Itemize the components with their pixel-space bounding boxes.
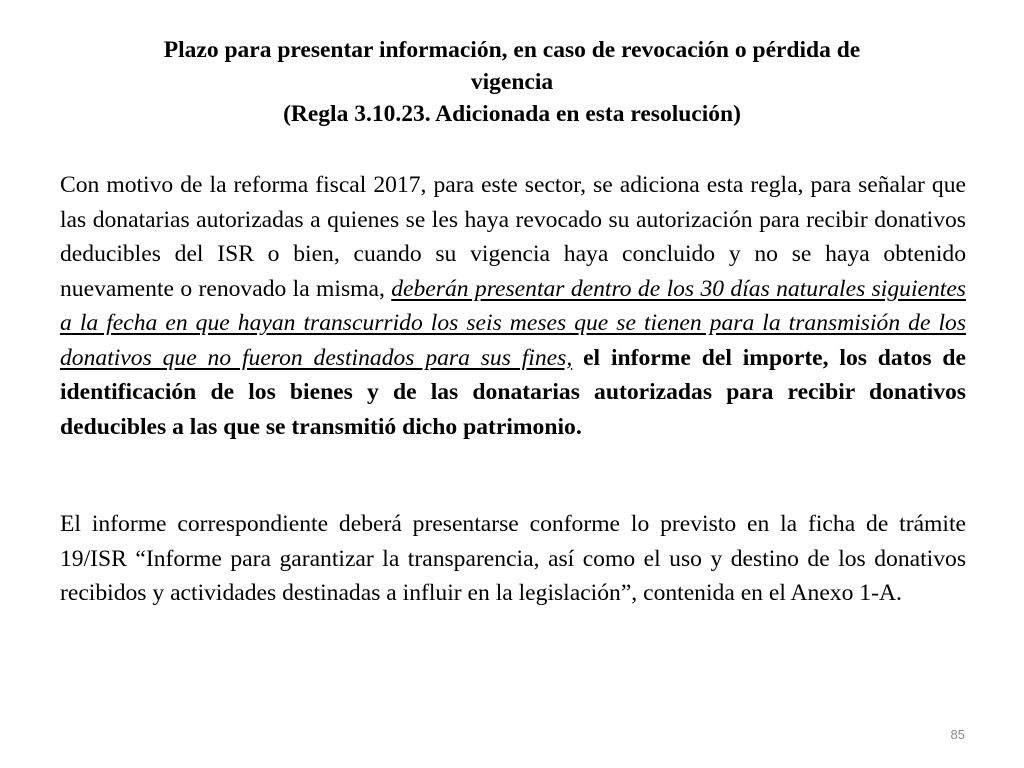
paragraph-report-procedure: [60, 507, 966, 611]
bold-report-requirement-text: el informe del importe, los datos de identificación de los bienes y de las donatarias autorizadas para recibir donativos deducibles a las que se transmitió dicho patrimonio.: [60, 344, 966, 440]
slide-title: [60, 34, 964, 130]
underlined-deadline-text: deberán presentar dentro de los 30 días naturales siguientes a la fecha en que hayan transcurrido los seis meses que se tienen para la transmisión de los donativos que no fueron destinados para sus fines,: [60, 275, 966, 371]
title-line-2: vigencia: [470, 69, 554, 95]
page-number: 85: [950, 727, 965, 742]
paragraph-intro-text: Con motivo de la reforma fiscal 2017, para este sector, se adiciona esta regla, para señalar que las donatarias autorizadas a quienes se les haya revocado su autorización para recibir donativos deducibles del ISR o bien, cuando su vigencia haya concluido y no se haya obtenido nuevamente o renovado la misma,: [60, 172, 966, 302]
paragraph-reform-explanation: [60, 168, 966, 444]
title-line-3: (Regla 3.10.23. Adicionada en esta resolución): [283, 101, 741, 127]
title-line-1: Plazo para presentar información, en caso de revocación o pérdida de: [163, 37, 861, 63]
paragraph-procedure-text: El informe correspondiente deberá presentarse conforme lo previsto en la ficha de trámite 19/ISR “Informe para garantizar la transparencia, así como el uso y destino de los donativos recibidos y actividades destinadas a influir en la legislación”, contenida en el Anexo 1-A.: [60, 511, 966, 606]
